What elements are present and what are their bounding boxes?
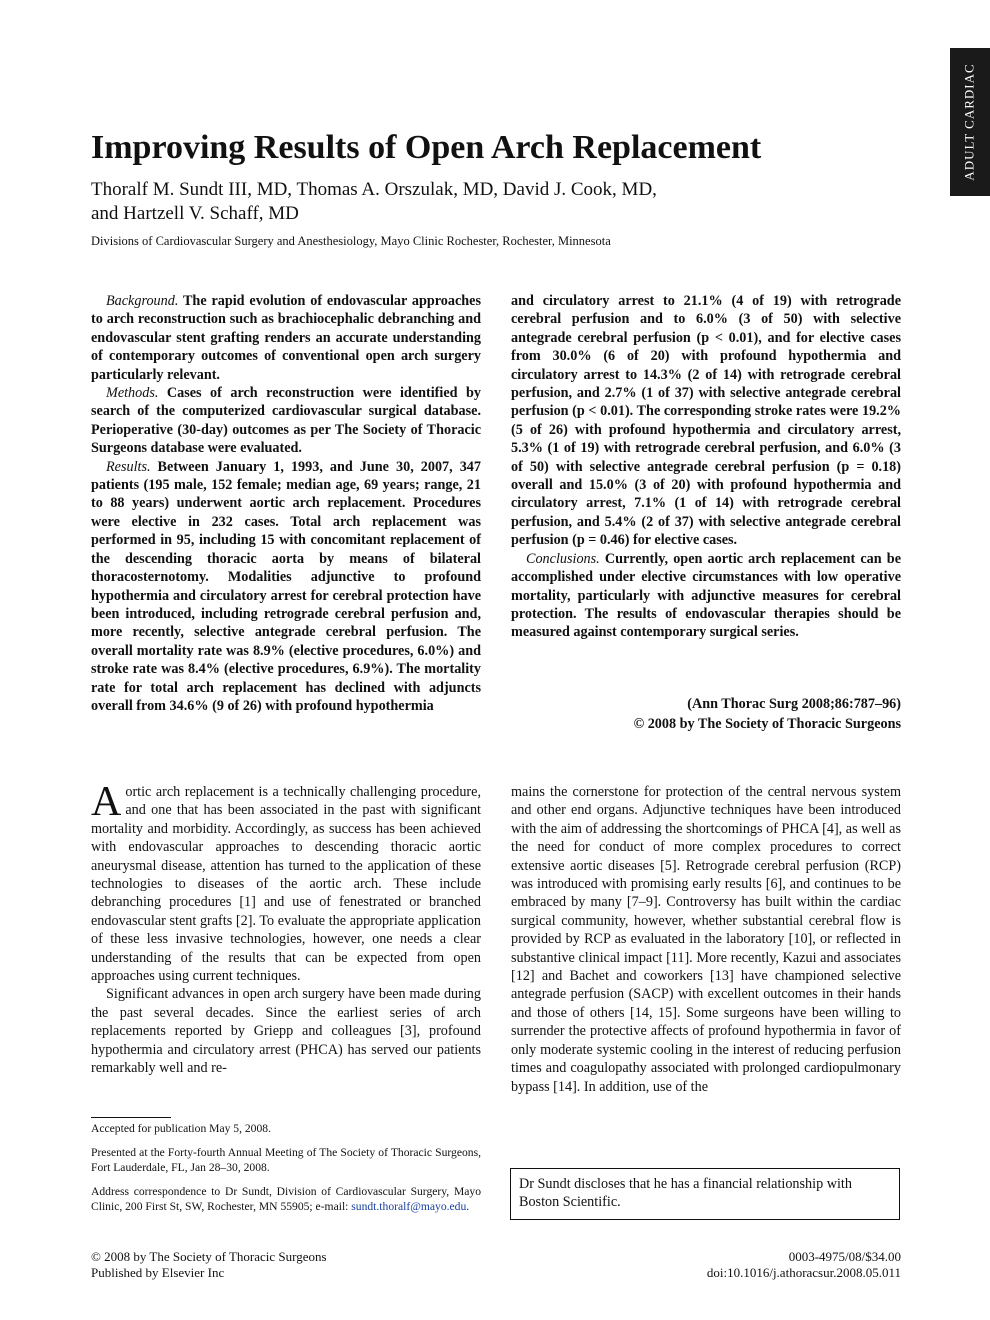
footnote-divider bbox=[91, 1117, 171, 1118]
abstract-background bbox=[91, 292, 481, 384]
background-label: Background. bbox=[106, 293, 179, 309]
section-tab bbox=[950, 48, 990, 196]
citation-copyright: © 2008 by The Society of Thoracic Surgeons bbox=[633, 716, 901, 732]
intro-paragraph bbox=[91, 779, 481, 985]
journal-citation bbox=[511, 694, 901, 734]
footer-right bbox=[600, 1249, 901, 1281]
footnote-address bbox=[91, 1184, 481, 1215]
email-link[interactable]: sundt.thoralf@mayo.edu bbox=[351, 1200, 467, 1214]
disclosure-box: Dr Sundt discloses that he has a financial relationship with Boston Scientific. bbox=[510, 1168, 900, 1220]
abstract-results bbox=[91, 458, 481, 716]
body-right-column bbox=[511, 783, 901, 1096]
affiliation: Divisions of Cardiovascular Surgery and Anesthesiology, Mayo Clinic Rochester, Rochester, Minnesota bbox=[91, 234, 611, 248]
abstract-results-continued: and circulatory arrest to 21.1% (4 of 19) with retrograde cerebral perfusion and to 6.0% (3 of 50) with selective antegrade cerebral perfusion (p < 0.01), and for elective cases from 30.0% (6 of 20) with profound hypothermia and circulatory arrest to 14.3% (2 of 14) with retrograde cerebral perfusion, and 2.7% (1 of 37) with selective antegrade cerebral perfusion (p < 0.01). The corresponding stroke rates were 19.2% (5 of 26) with profound hypothermia and circulatory arrest, 5.3% (1 of 19) with retrograde cerebral perfusion, and 6.0% (3 of 50) with selective antegrade cerebral perfusion (p = 0.18) overall and 15.0% (3 of 20) with profound hypothermia and circulatory arrest, 7.1% (1 of 14) with retrograde cerebral perfusion, and 5.4% (2 of 37) with selective antegrade cerebral perfusion (p = 0.46) for elective cases. bbox=[511, 293, 901, 549]
abstract-right-column bbox=[511, 292, 901, 642]
intro-text: ortic arch replacement is a technically challenging procedure, and one that has been associated in the past with significant mortality and morbidity. Accordingly, as success has been achieved with endovascular approaches to descending thoracic aortic aneurysmal disease, attention has turned to the application of these technologies to diseases of the aortic arch. These include debranching procedures [1] and use of fenestrated or branched endovascular stent grafts [2]. To evaluate the appropriate application of these less invasive technologies, however, one needs a clear understanding of the results that can be expected from open approaches using current techniques. bbox=[91, 784, 481, 985]
methods-label: Methods. bbox=[106, 385, 159, 402]
body-left-column bbox=[91, 779, 481, 1078]
results-label: Results. bbox=[106, 458, 151, 475]
footer-copyright: © 2008 by The Society of Thoracic Surgeons bbox=[91, 1249, 327, 1264]
address-text: Address correspondence to Dr Sundt, Division of Cardiovascular Surgery, Mayo Clinic, 200 First St, SW, Rochester, MN 55905; e-mail: bbox=[91, 1184, 481, 1214]
footnote-accepted: Accepted for publication May 5, 2008. bbox=[91, 1122, 271, 1135]
citation-reference: (Ann Thorac Surg 2008;86:787–96) bbox=[687, 696, 901, 712]
abstract-conclusions bbox=[511, 550, 901, 642]
adjunct-paragraph: mains the cornerstone for protection of the central nervous system and other end organs. Adjunctive techniques have been introduced with the aim of addressing the shortcomings of PHCA [4], as well as the need for conduct of more complex procedures to correct extensive aortic diseases [5]. Retrograde cerebral perfusion (RCP) was introduced with promising early results [6], and continues to be embraced by many [7–9]. Controversy has built within the cardiac surgical community, however, whether substantial cerebral flow is provided by RCP as evaluated in the laboratory [10], or reflected in substantive clinical impact [11]. More recently, Kazui and associates [12] and Bachet and coworkers [13] have championed selective antegrade perfusion (SACP) with excellent outcomes in their hands and those of others [14, 15]. Some surgeons have been willing to surrender the protective affects of profound hypothermia in favor of only moderate systemic cooling in the interest of reducing perfusion times and coagulopathy associated with prolonged cardiopulmonary bypass [14]. In addition, use of the bbox=[511, 784, 901, 1095]
abstract-methods bbox=[91, 384, 481, 458]
footnotes bbox=[91, 1121, 481, 1223]
article-title: Improving Results of Open Arch Replacement bbox=[91, 129, 762, 166]
section-tab-label: ADULT CARDIAC bbox=[962, 63, 977, 181]
footnote-presented: Presented at the Forty-fourth Annual Meeting of The Society of Thoracic Surgeons, Fort Lauderdale, FL, Jan 28–30, 2008. bbox=[91, 1145, 481, 1175]
footer-publisher: Published by Elsevier Inc bbox=[91, 1265, 225, 1280]
conclusions-text: Currently, open aortic arch replacement can be accomplished under elective circumstances with low operative mortality, particularly with adjunctive measures for cerebral protection. The results of endovascular therapies should be measured against contemporary surgical series. bbox=[511, 550, 901, 641]
results-text-part1: Between January 1, 1993, and June 30, 2007, 347 patients (195 male, 152 female; median age, 69 years; range, 21 to 88 years) underwent aortic arch replacement. Procedures were elective in 232 cases. Total arch replacement was performed in 95, including 15 with concomitant replacement of the descending thoracic aorta by means of bilateral thoracosternotomy. Modalities adjunctive to profound hypothermia and circulatory arrest for cerebral protection have been introduced, including retrograde cerebral perfusion and, more recently, selective antegrade cerebral perfusion. The overall mortality rate was 8.9% (elective procedures, 6.0%) and stroke rate was 8.4% (elective procedures, 6.9%). The mortality rate for total arch replacement has declined with adjuncts overall from 34.6% (9 of 26) with profound hypothermia bbox=[91, 458, 481, 714]
advances-paragraph: Significant advances in open arch surgery have been made during the past several decades. Since the earliest series of arch replacements reported by Griepp and colleagues [3], profound hypothermia and circulatory arrest (PHCA) has served our patients remarkably well and re- bbox=[91, 986, 481, 1077]
abstract-left-column bbox=[91, 292, 481, 715]
methods-text: Cases of arch reconstruction were identified by search of the computerized cardiovascular surgical database. Perioperative (30-day) outcomes as per The Society of Thoracic Surgeons database were evaluated. bbox=[91, 385, 481, 457]
author-list bbox=[91, 178, 851, 226]
background-text: The rapid evolution of endovascular approaches to arch reconstruction such as brachiocephalic debranching and endovascular stent grafting renders an accurate understanding of contemporary outcomes of conventional open arch surgery particularly relevant. bbox=[91, 293, 481, 383]
footer-issn: 0003-4975/08/$34.00 bbox=[788, 1249, 901, 1264]
author-line-1: Thoralf M. Sundt III, MD, Thomas A. Orszulak, MD, David J. Cook, MD, bbox=[91, 179, 657, 200]
author-line-2: and Hartzell V. Schaff, MD bbox=[91, 203, 299, 224]
footer-left bbox=[91, 1249, 327, 1281]
drop-cap: A bbox=[91, 779, 122, 825]
conclusions-label: Conclusions. bbox=[526, 550, 600, 567]
footer-doi: doi:10.1016/j.athoracsur.2008.05.011 bbox=[706, 1265, 901, 1280]
address-period: . bbox=[466, 1200, 470, 1214]
